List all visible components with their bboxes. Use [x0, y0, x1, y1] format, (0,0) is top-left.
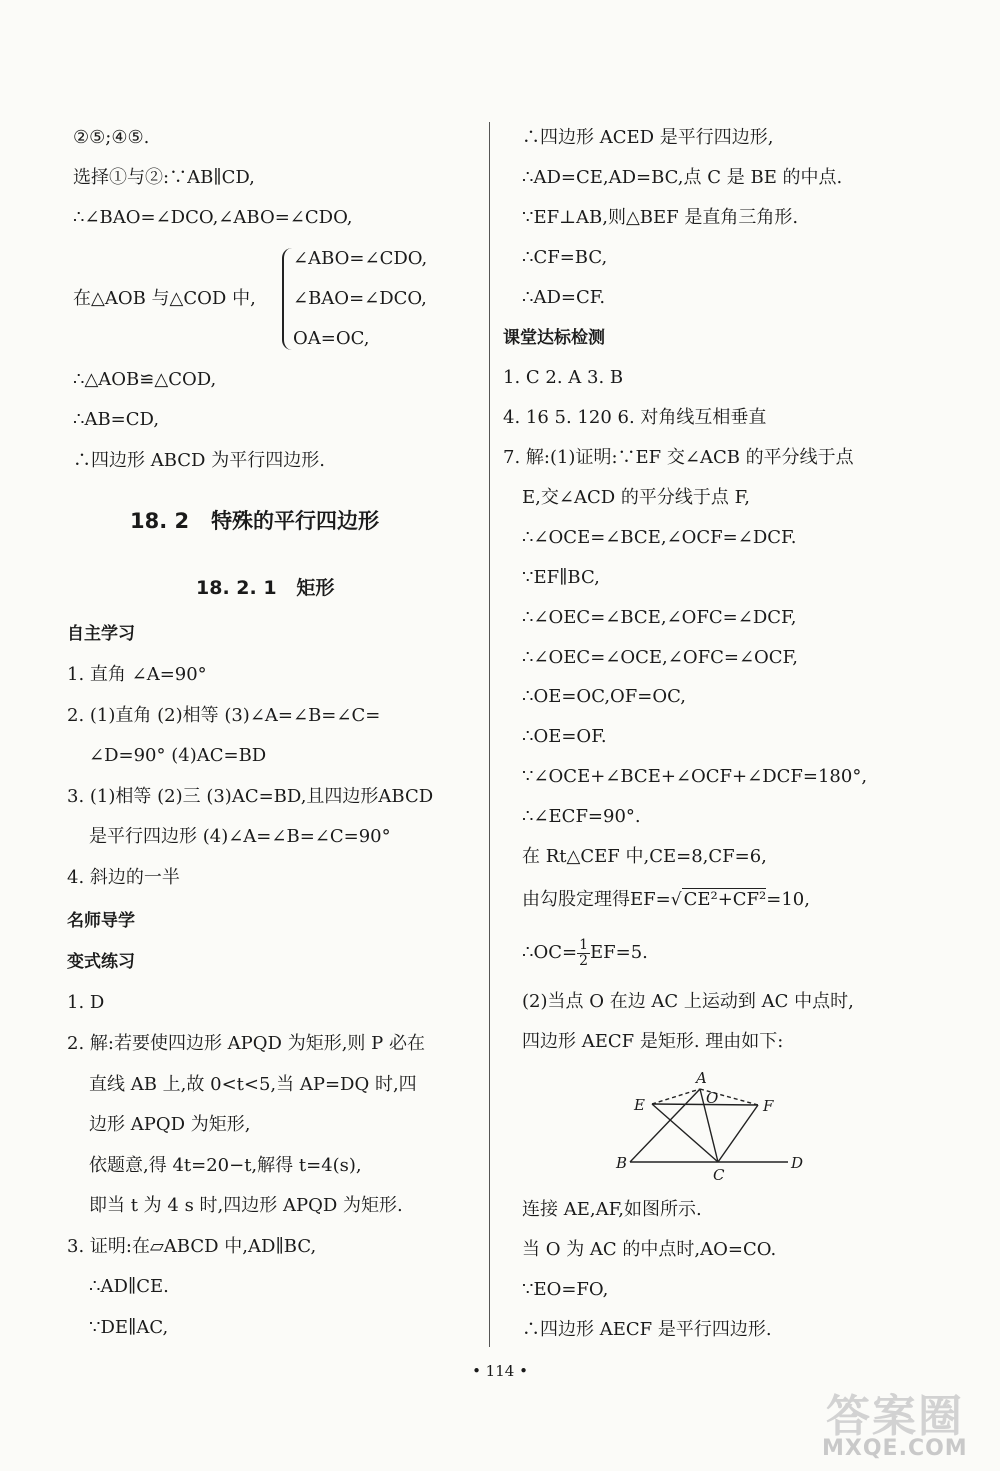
- watermark-url: MXQE.COM: [822, 1436, 968, 1461]
- system-eq-2: ∠BAO=∠DCO,: [293, 288, 427, 309]
- section-label: 自主学习: [67, 624, 135, 644]
- answer-line: 连接 AE,AF,如图所示.: [522, 1199, 702, 1220]
- text-line: ∴∠BAO=∠DCO,∠ABO=∠CDO,: [73, 207, 353, 228]
- text-span: EF=5.: [590, 942, 648, 963]
- answer-line: 4. 斜边的一半: [67, 867, 180, 888]
- fraction-line: [522, 936, 648, 970]
- answer-line: ∠D=90° (4)AC=BD: [89, 745, 267, 766]
- answer-line: 即当 t 为 4 s 时,四边形 APQD 为矩形.: [89, 1195, 403, 1216]
- label-o: O: [706, 1089, 719, 1107]
- label-b: B: [616, 1154, 628, 1172]
- fraction-numerator: 1: [579, 936, 588, 953]
- answer-line: 2. 解:若要使四边形 APQD 为矩形,则 P 必在: [67, 1033, 425, 1054]
- answer-line: 依题意,得 4t=20−t,解得 t=4(s),: [89, 1155, 362, 1176]
- segment-fc: [718, 1105, 758, 1162]
- answer-line: 四边形 AECF 是矩形. 理由如下:: [522, 1031, 784, 1052]
- system-eq-1: ∠ABO=∠CDO,: [293, 248, 428, 269]
- text-line: ∵EF⊥AB,则△BEF 是直角三角形.: [522, 207, 799, 228]
- answer-line: 1. 直角 ∠A=90°: [67, 664, 207, 685]
- text-line: ∴AD=CE,AD=BC,点 C 是 BE 的中点.: [522, 167, 843, 188]
- text-line: ∴CF=BC,: [522, 247, 608, 268]
- pythagoras-line: 由勾股定理得EF=√ CE²+CF²=10,: [522, 889, 810, 910]
- section-label: 课堂达标检测: [503, 328, 605, 348]
- system-eq-3: OA=OC,: [293, 328, 370, 349]
- text-line: ∴AD=CF.: [522, 287, 606, 308]
- label-e: E: [634, 1096, 645, 1114]
- answer-line: 当 O 为 AC 的中点时,AO=CO.: [522, 1239, 777, 1260]
- answer-line: 2. (1)直角 (2)相等 (3)∠A=∠B=∠C=: [67, 705, 381, 726]
- answer-line: ∴∠OCE=∠BCE,∠OCF=∠DCF.: [522, 527, 797, 548]
- answer-line: (2)当点 O 在边 AC 上运动到 AC 中点时,: [522, 991, 854, 1012]
- answer-line: ∴∠OEC=∠OCE,∠OFC=∠OCF,: [522, 647, 798, 668]
- answer-line: 边形 APQD 为矩形,: [89, 1114, 251, 1135]
- answer-line: ∵EO=FO,: [522, 1279, 609, 1300]
- column-divider: [489, 122, 490, 1347]
- answer-line: ∵EF∥BC,: [522, 567, 600, 588]
- page-number: • 114 •: [472, 1362, 528, 1380]
- answer-line: 1. D: [67, 992, 105, 1013]
- label-f: F: [763, 1097, 774, 1115]
- label-d: D: [791, 1154, 804, 1172]
- section-label: 名师导学: [67, 911, 135, 931]
- answer-line: ∴四边形 AECF 是平行四边形.: [522, 1319, 772, 1340]
- label-a: A: [696, 1069, 707, 1087]
- text-line: ∴△AOB≌△COD,: [73, 369, 217, 390]
- text-span: ∴OC=: [522, 942, 578, 963]
- text-line: 选择①与②:∵AB∥CD,: [73, 167, 255, 188]
- text-line: ∴AB=CD,: [73, 409, 160, 430]
- heading-number: 18. 2: [130, 509, 190, 533]
- segment-ef: [652, 1104, 758, 1105]
- section-heading: [130, 510, 379, 532]
- fraction-denominator: 2: [579, 952, 588, 969]
- answer-line: ∴OE=OF.: [522, 726, 607, 747]
- heading-title: 特殊的平行四边形: [211, 509, 380, 533]
- answer-line: 3. (1)相等 (2)三 (3)AC=BD,且四边形ABCD: [67, 786, 434, 807]
- answer-line: ∴OE=OC,OF=OC,: [522, 686, 686, 707]
- answer-line: 在 Rt△CEF 中,CE=8,CF=6,: [522, 846, 767, 867]
- answer-line: 是平行四边形 (4)∠A=∠B=∠C=90°: [89, 826, 391, 847]
- system-prefix: 在△AOB 与△COD 中,: [73, 288, 256, 309]
- label-c: C: [713, 1166, 725, 1184]
- answer-line: E,交∠ACD 的平分线于点 F,: [522, 487, 750, 508]
- answer-line: 1. C 2. A 3. B: [503, 367, 624, 388]
- text-span: 由勾股定理得EF=: [522, 889, 671, 910]
- watermark-logo: 答案圈: [826, 1391, 964, 1442]
- answer-line: 3. 证明:在▱ABCD 中,AD∥BC,: [67, 1236, 317, 1257]
- text-line: ②⑤;④⑤.: [73, 127, 150, 148]
- answer-line: 4. 16 5. 120 6. 对角线互相垂直: [503, 407, 767, 428]
- answer-line: ∴∠OEC=∠BCE,∠OFC=∠DCF,: [522, 607, 797, 628]
- answer-line: ∵DE∥AC,: [89, 1317, 169, 1338]
- text-line: ∴四边形 ACED 是平行四边形,: [522, 127, 774, 148]
- text-line: ∴四边形 ABCD 为平行四边形.: [73, 450, 325, 471]
- segment-ec: [652, 1104, 718, 1162]
- answer-line: ∵∠OCE+∠BCE+∠OCF+∠DCF=180°,: [522, 766, 868, 787]
- answer-line: ∴∠ECF=90°.: [522, 806, 641, 827]
- answer-line: ∴AD∥CE.: [89, 1276, 169, 1297]
- text-span: =10,: [766, 889, 810, 910]
- answer-line: 直线 AB 上,故 0<t<5,当 AP=DQ 时,四: [89, 1074, 417, 1095]
- heading-number: 18. 2. 1: [196, 577, 277, 599]
- sqrt-expression: CE²+CF²: [683, 889, 767, 910]
- fraction: [577, 938, 590, 969]
- section-label: 变式练习: [67, 952, 135, 972]
- answer-line: 7. 解:(1)证明:∵EF 交∠ACB 的平分线于点: [503, 447, 854, 468]
- geometry-figure: [610, 1066, 810, 1184]
- subsection-heading: [196, 577, 334, 599]
- heading-title: 矩形: [296, 577, 335, 599]
